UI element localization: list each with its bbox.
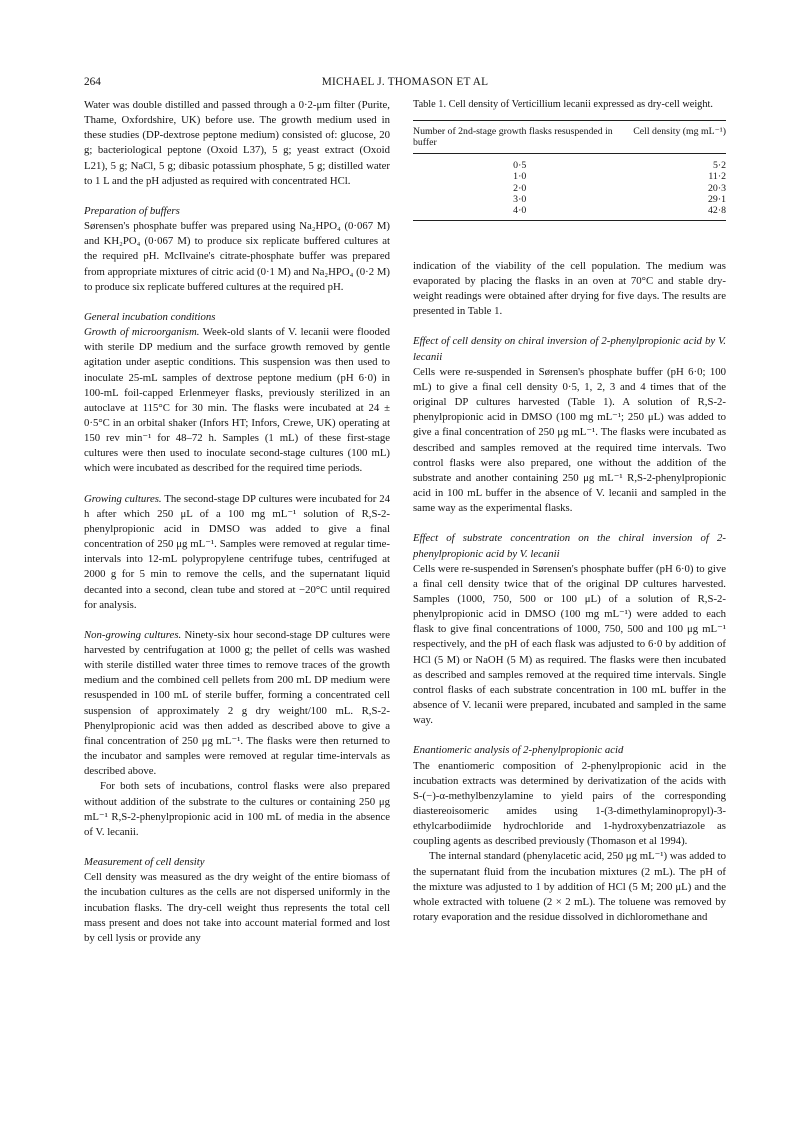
table-row xyxy=(413,194,726,205)
left-column xyxy=(84,98,390,946)
table-body xyxy=(413,154,726,221)
section-heading-enantiomeric: Enantiomeric analysis of 2-phenylpropionic acid xyxy=(413,744,624,757)
nongrowing-paragraph xyxy=(84,628,390,780)
table-cell-density: 11·2 xyxy=(708,171,726,183)
table-cell-flasks: 0·5 xyxy=(513,159,527,171)
running-title: MICHAEL J. THOMASON ET AL xyxy=(321,76,489,88)
growth-runin-heading: Growth of microorganism. xyxy=(84,326,200,339)
section-heading-effect-density: Effect of cell density on chiral inversion of 2-phenylpropionic acid by V. lecanii xyxy=(413,335,726,363)
enantiomeric-paragraph: The enantiomeric composition of 2-phenylpropionic acid in the incubation extracts was determined by derivatization of the acids with S-(−)-α-methylbenzylamine to yield pairs of the corresponding diastereoisomeric amides using 1-(3-dimethylaminopropyl)-3-ethylcarbodiimide hydrochloride and 1-hydroxybenzatriazole as coupling agents as described previously (Thomason et al 1994). xyxy=(413,759,726,848)
growing-paragraph xyxy=(84,492,390,613)
nongrowing-text: Ninety-six hour second-stage DP cultures were harvested by centrifugation at 1000 g; the pellet of cells was washed with sterile distilled water three times to remove traces of the growth medium and the combined cell pellets from 200 mL DP medium were resuspended in 100 mL of sterile buffer, forming a concentrated cell suspension of approximately 2 g dry weight/100 mL. R,S-2-Phenylpropionic acid was then added as described above to give a final concentration of 250 μg mL⁻¹. The flasks were then returned to the incubator and samples were removed at regular time-intervals as described above. xyxy=(84,628,390,778)
table-cell-density: 42·8 xyxy=(708,205,726,217)
table-header-flasks: Number of 2nd-stage growth flasks resuspended in buffer xyxy=(413,126,613,149)
table-caption xyxy=(413,98,726,111)
table-caption-text: Cell density of Verticillium lecanii expressed as dry-cell weight. xyxy=(448,99,713,110)
table-cell-flasks: 4·0 xyxy=(513,205,527,217)
continuation-paragraph: indication of the viability of the cell population. The medium was evaporated by placing the flasks in an oven at 70°C and stable dry-weight readings were obtained after drying for five days. The results are presented in Table 1. xyxy=(413,259,726,318)
effect-density-paragraph: Cells were re-suspended in Sørensen's phosphate buffer (pH 6·0; 100 mL) to give a final cell density 0·5, 1, 2, 3 and 4 times that of the original DP cultures harvested (Table 1). A solution of R,S-2-phenylpropionic acid in DMSO (100 mg mL⁻¹; 250 μL) was added to give a final concentration of 250 μg mL⁻¹. The flasks were incubated as described and samples removed at the required time intervals. Two control flasks were also prepared, one without the addition of the substrate and another containing 250 μg mL⁻¹ R,S-2-phenylpropionic acid in 100 mL buffer in the absence of V. lecanii and sampled in the same way as the experimental flasks. xyxy=(413,365,726,515)
table-header-density: Cell density (mg mL⁻¹) xyxy=(633,126,726,137)
section-heading-cell-density: Measurement of cell density xyxy=(84,856,205,869)
controls-paragraph: For both sets of incubations, control flasks were also prepared without addition of the substrate to the cultures or containing 250 μg mL⁻¹ R,S-2-phenylpropionic acid in 100 mL of media in the absence of V. lecanii. xyxy=(84,780,390,838)
table-cell-density: 29·1 xyxy=(708,194,726,206)
table-cell-flasks: 3·0 xyxy=(513,194,527,206)
growing-text: The second-stage DP cultures were incubated for 24 h after which 250 μL of a 100 mg mL⁻¹ solution of R,S-2-phenylpropionic acid in DMSO was added to give a final concentration of 250 μg mL⁻¹. Samples were removed at regular time-intervals into 12-mL polypropylene centrifuge tubes, centrifuged at 2000 g for 5 min to remove the cells, and the supernatant liquid decanted into a second, clean tube and stored at −20°C until required for analysis. xyxy=(84,492,390,611)
table-cell-flasks: 1·0 xyxy=(513,171,527,183)
section-heading-incubation: General incubation conditions xyxy=(84,310,216,323)
table-caption-prefix: Table 1. xyxy=(413,99,447,110)
page-header xyxy=(84,76,726,92)
growth-text: Week-old slants of V. lecanii were flooded with sterile DP medium and the surface growth removed by gentle agitation under aseptic conditions. This suspension was then used to inoculate 25-mL samples of dextrose peptone medium (pH 6·0) in 100-mL foil-capped Erlenmeyer flasks, previously sterilized in an autoclave at 115°C for 30 min. The flasks were incubated at 24 ± 0·5°C in an orbital shaker (Infors HT; Infors, Crewe, UK) operating at 150 rev min⁻¹ for 48–72 h. Samples (1 mL) of these first-stage cultures were then used to inoculate second-stage cultures (100 mL) which were incubated as described for the required time periods. xyxy=(84,326,390,475)
table-row xyxy=(413,183,726,194)
table-1 xyxy=(413,98,726,221)
table-row xyxy=(413,205,726,220)
table-cell-density: 5·2 xyxy=(712,159,726,171)
growth-paragraph xyxy=(84,325,390,477)
table-row xyxy=(413,171,726,182)
cell-density-paragraph: Cell density was measured as the dry weight of the entire biomass of the incubation cultures as the cells are not dispersed uniformly in the incubation flasks. The dry-cell weight thus represents the total cell mass present and does not take into account material formed and lost by cell lysis or provide any xyxy=(84,871,390,944)
right-column xyxy=(413,98,726,925)
section-heading-buffers: Preparation of buffers xyxy=(84,204,180,217)
table-cell-density: 20·3 xyxy=(708,182,726,194)
section-heading-effect-substrate: Effect of substrate concentration on the chiral inversion of 2-phenylpropionic acid by V. lecanii xyxy=(413,532,726,560)
page-number: 264 xyxy=(84,76,101,88)
buffers-paragraph: Sørensen's phosphate buffer was prepared using Na₂HPO₄ (0·067 M) and KH₂PO₄ (0·067 M) to produce six replicate buffered cultures at the required pH. McIlvaine's citrate-phosphate buffer was prepared from appropriate mixtures of citric acid (0·1 M) and Na₂HPO₄ (0·2 M) to produce six replicate buffered cultures at the required pH. xyxy=(84,220,390,293)
nongrowing-runin-heading: Non-growing cultures. xyxy=(84,628,182,641)
medium-paragraph: Water was double distilled and passed through a 0·2-μm filter (Purite, Thame, Oxfordshire, UK) before use. The growth medium used in these studies (DP-dextrose peptone medium) consisted of: glucose, 20 g; bacteriological peptone (Oxoid L37), 5 g; yeast extract (Oxoid L21), 5 g; NaCl, 5 g; dibasic potassium phosphate, 5 g; distilled water to 1 L and the pH adjusted as required with concentrated HCl. xyxy=(84,99,390,187)
growing-runin-heading: Growing cultures. xyxy=(84,492,162,505)
table-cell-flasks: 2·0 xyxy=(513,182,527,194)
effect-substrate-paragraph: Cells were re-suspended in Sørensen's phosphate buffer (pH 6·0) to give a final cell density twice that of the original DP cultures harvested. Samples (1000, 750, 500 or 100 μL) of a solution of R,S-2-phenylpropionic acid in DMSO (100 mg mL⁻¹) were added to each flask to give final concentrations of 1000, 750, 500 and 100 μg mL⁻¹ respectively, and the pH of each flask was adjusted to 6·0 by addition of HCl (5 M) or NaOH (5 M) as required. The flasks were then incubated as described and samples removed at the required time intervals. Single control flasks of each substrate concentration in 100 mL buffer in the absence of V. lecanii were prepared, incubated and sampled in the same way. xyxy=(413,562,726,727)
internal-standard-paragraph: The internal standard (phenylacetic acid, 250 μg mL⁻¹) was added to the supernatant fluid from the incubation mixtures (2 mL). The pH of the mixture was adjusted to 1 by addition of HCl (5 M; 200 μL) and the whole extracted with toluene (2 × 2 mL). The toluene was removed by rotary evaporation and the residue dissolved in dichloromethane and xyxy=(413,850,726,924)
cell-density-table xyxy=(413,120,726,221)
table-row xyxy=(413,154,726,171)
